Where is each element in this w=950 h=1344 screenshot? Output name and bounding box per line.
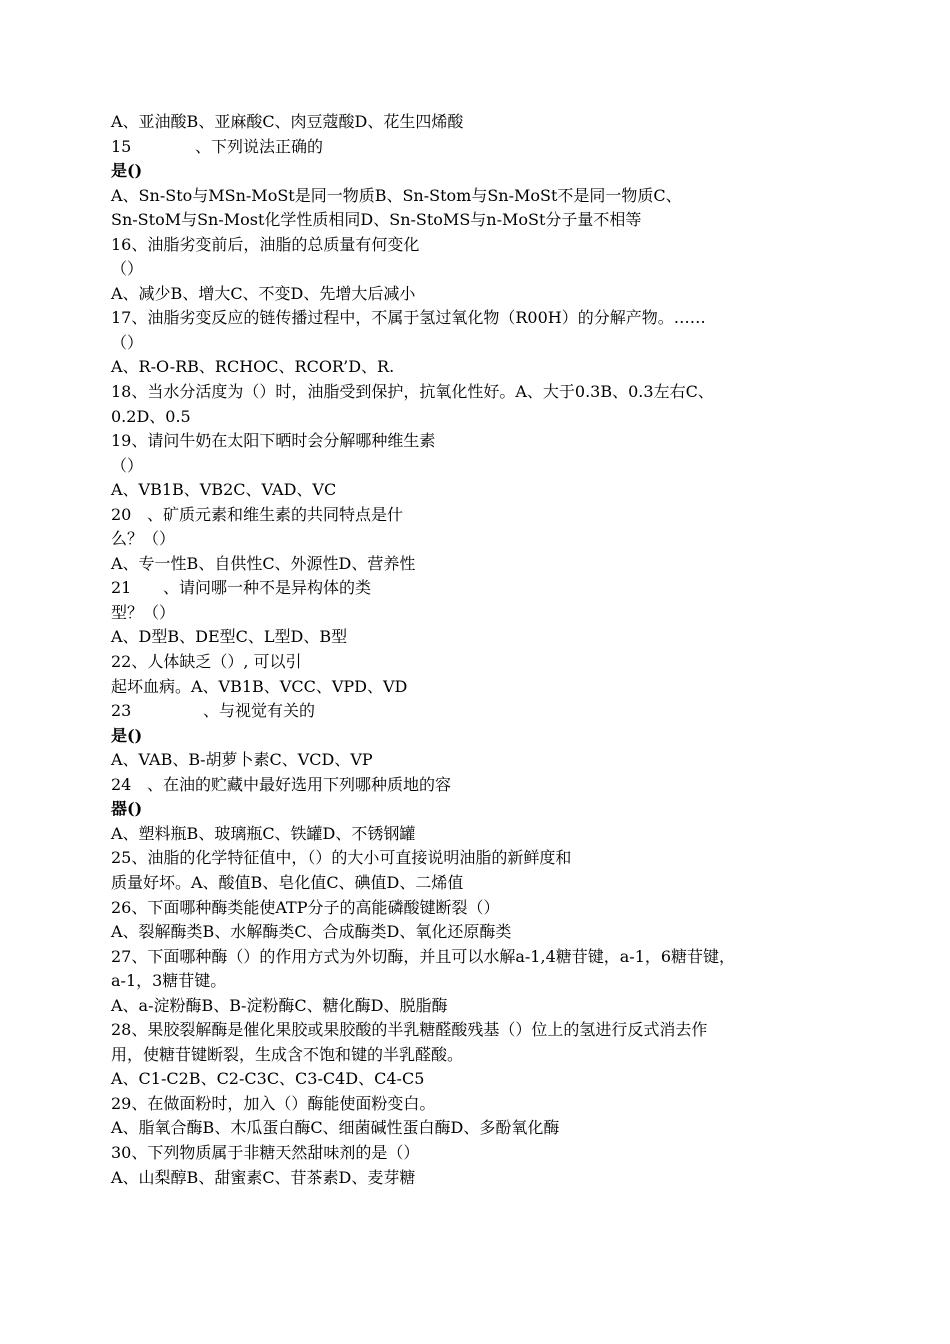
- q23-stem: [111, 699, 841, 724]
- q30-stem: 30、下列物质属于非糖天然甜味剂的是（）: [111, 1142, 420, 1162]
- q27-stem-continued: a-1，3糖苷键。: [111, 971, 227, 991]
- q25-stem: 25、油脂的化学特征值中，（）的大小可直接说明油脂的新鲜度和: [111, 848, 572, 868]
- q20-stem-continued: 么？（）: [111, 529, 176, 549]
- q19-blank: （）: [111, 455, 144, 475]
- document-body: [111, 110, 841, 1190]
- q20-stem: [111, 503, 841, 528]
- q21-stem: [111, 576, 841, 601]
- q19-stem: 19、请问牛奶在太阳下晒时会分解哪种维生素: [111, 431, 436, 451]
- q24-options: A、塑料瓶B、玻璃瓶C、铁罐D、不锈钢罐: [111, 823, 416, 843]
- q30-options: A、山梨醇B、甜蜜素C、苷茶素D、麦芽糖: [111, 1167, 416, 1187]
- q26-stem: 26、下面哪种酶类能使ATP分子的高能磷酸键断裂（）: [111, 897, 500, 917]
- q14-options: A、亚油酸B、亚麻酸C、肉豆蔻酸D、花生四烯酸: [111, 112, 464, 131]
- q23-number: 23: [111, 701, 132, 721]
- q23-options: A、VAB、Β-胡萝卜素C、VCD、VP: [111, 750, 373, 770]
- q17-blank: （）: [111, 332, 144, 352]
- q21-stem-continued: 型？（）: [111, 602, 176, 622]
- q28-options: A、C1-C2B、C2-C3C、C3-C4D、C4-C5: [111, 1069, 425, 1089]
- q22-stem-continued: 起坏血病。A、VB1B、VCC、VPD、VD: [111, 676, 408, 696]
- q20-options: A、专一性B、自供性C、外源性D、营养性: [111, 553, 416, 573]
- q15-number: 15: [111, 136, 132, 156]
- q16-options: A、减少B、增大C、不变D、先增大后减小: [111, 283, 416, 303]
- q28-stem: 28、果胶裂解酶是催化果胶或果胶酸的半乳糖醛酸残基（）位上的氢进行反式消去作: [111, 1020, 708, 1040]
- q15-options-2: Sn-StoM与Sn-Most化学性质相同D、Sn-StoMS与n-MoSt分子量不相等: [111, 210, 642, 230]
- q29-stem: 29、在做面粉时，加入（）酶能使面粉变白。: [111, 1093, 436, 1113]
- q25-stem-continued: 质量好坏。A、酸值B、皂化值C、碘值D、二烯值: [111, 872, 464, 892]
- q24-text: 、在油的贮藏中最好选用下列哪种质地的容: [147, 774, 452, 794]
- q18-options-continued: 0.2D、0.5: [111, 406, 191, 426]
- q19-options: A、VB1B、VB2C、VAD、VC: [111, 480, 337, 500]
- q21-text: 、请问哪一种不是异构体的类: [163, 578, 372, 598]
- q20-number: 20: [111, 504, 132, 524]
- q27-stem: 27、下面哪种酶（）的作用方式为外切酶，并且可以水解a-1,4糖苷键，a-1，6糖苷键，: [111, 946, 736, 966]
- q16-blank: （）: [111, 259, 144, 279]
- q24-number: 24: [111, 774, 132, 794]
- q24-stem-continued: 器(): [111, 799, 143, 819]
- q15-options-1: A、Sn-Sto与MSn-MoSt是同一物质B、Sn-Stom与Sn-MoSt不是同一物质C、: [111, 185, 682, 205]
- q23-text: 、与视觉有关的: [203, 701, 316, 721]
- q23-stem-continued: 是(): [111, 725, 143, 745]
- q15-text: 、下列说法正确的: [195, 136, 324, 156]
- q26-options: A、裂解酶类B、水解酶类C、合成酶类D、氧化还原酶类: [111, 922, 512, 942]
- q15-stem: [111, 135, 841, 160]
- q29-options: A、脂氧合酶B、木瓜蛋白酶C、细菌碱性蛋白酶D、多酚氧化酶: [111, 1118, 560, 1138]
- q18-stem: 18、当水分活度为（）时，油脂受到保护，抗氧化性好。A、大于0.3B、0.3左右C、: [111, 382, 714, 402]
- q17-options: A、R-O-RB、RCHOC、RCOR’D、R.: [111, 357, 395, 377]
- q27-options: A、a-淀粉酶B、Β-淀粉酶C、糖化酶D、脱脂酶: [111, 995, 448, 1015]
- q20-text: 、矿质元素和维生素的共同特点是什: [147, 504, 404, 524]
- q28-stem-continued: 用，使糖苷键断裂，生成含不饱和键的半乳醛酸。: [111, 1044, 464, 1064]
- q21-options: A、D型B、DE型C、L型D、B型: [111, 627, 348, 647]
- q16-stem: 16、油脂劣变前后，油脂的总质量有何变化: [111, 234, 420, 254]
- q15-stem-continued: 是(): [111, 161, 143, 181]
- q22-stem: 22、人体缺乏（）, 可以引: [111, 652, 302, 672]
- q24-stem: [111, 773, 841, 798]
- q17-stem: 17、油脂劣变反应的链传播过程中，不属于氢过氧化物（R00H）的分解产物。……: [111, 308, 706, 328]
- q21-number: 21: [111, 578, 132, 598]
